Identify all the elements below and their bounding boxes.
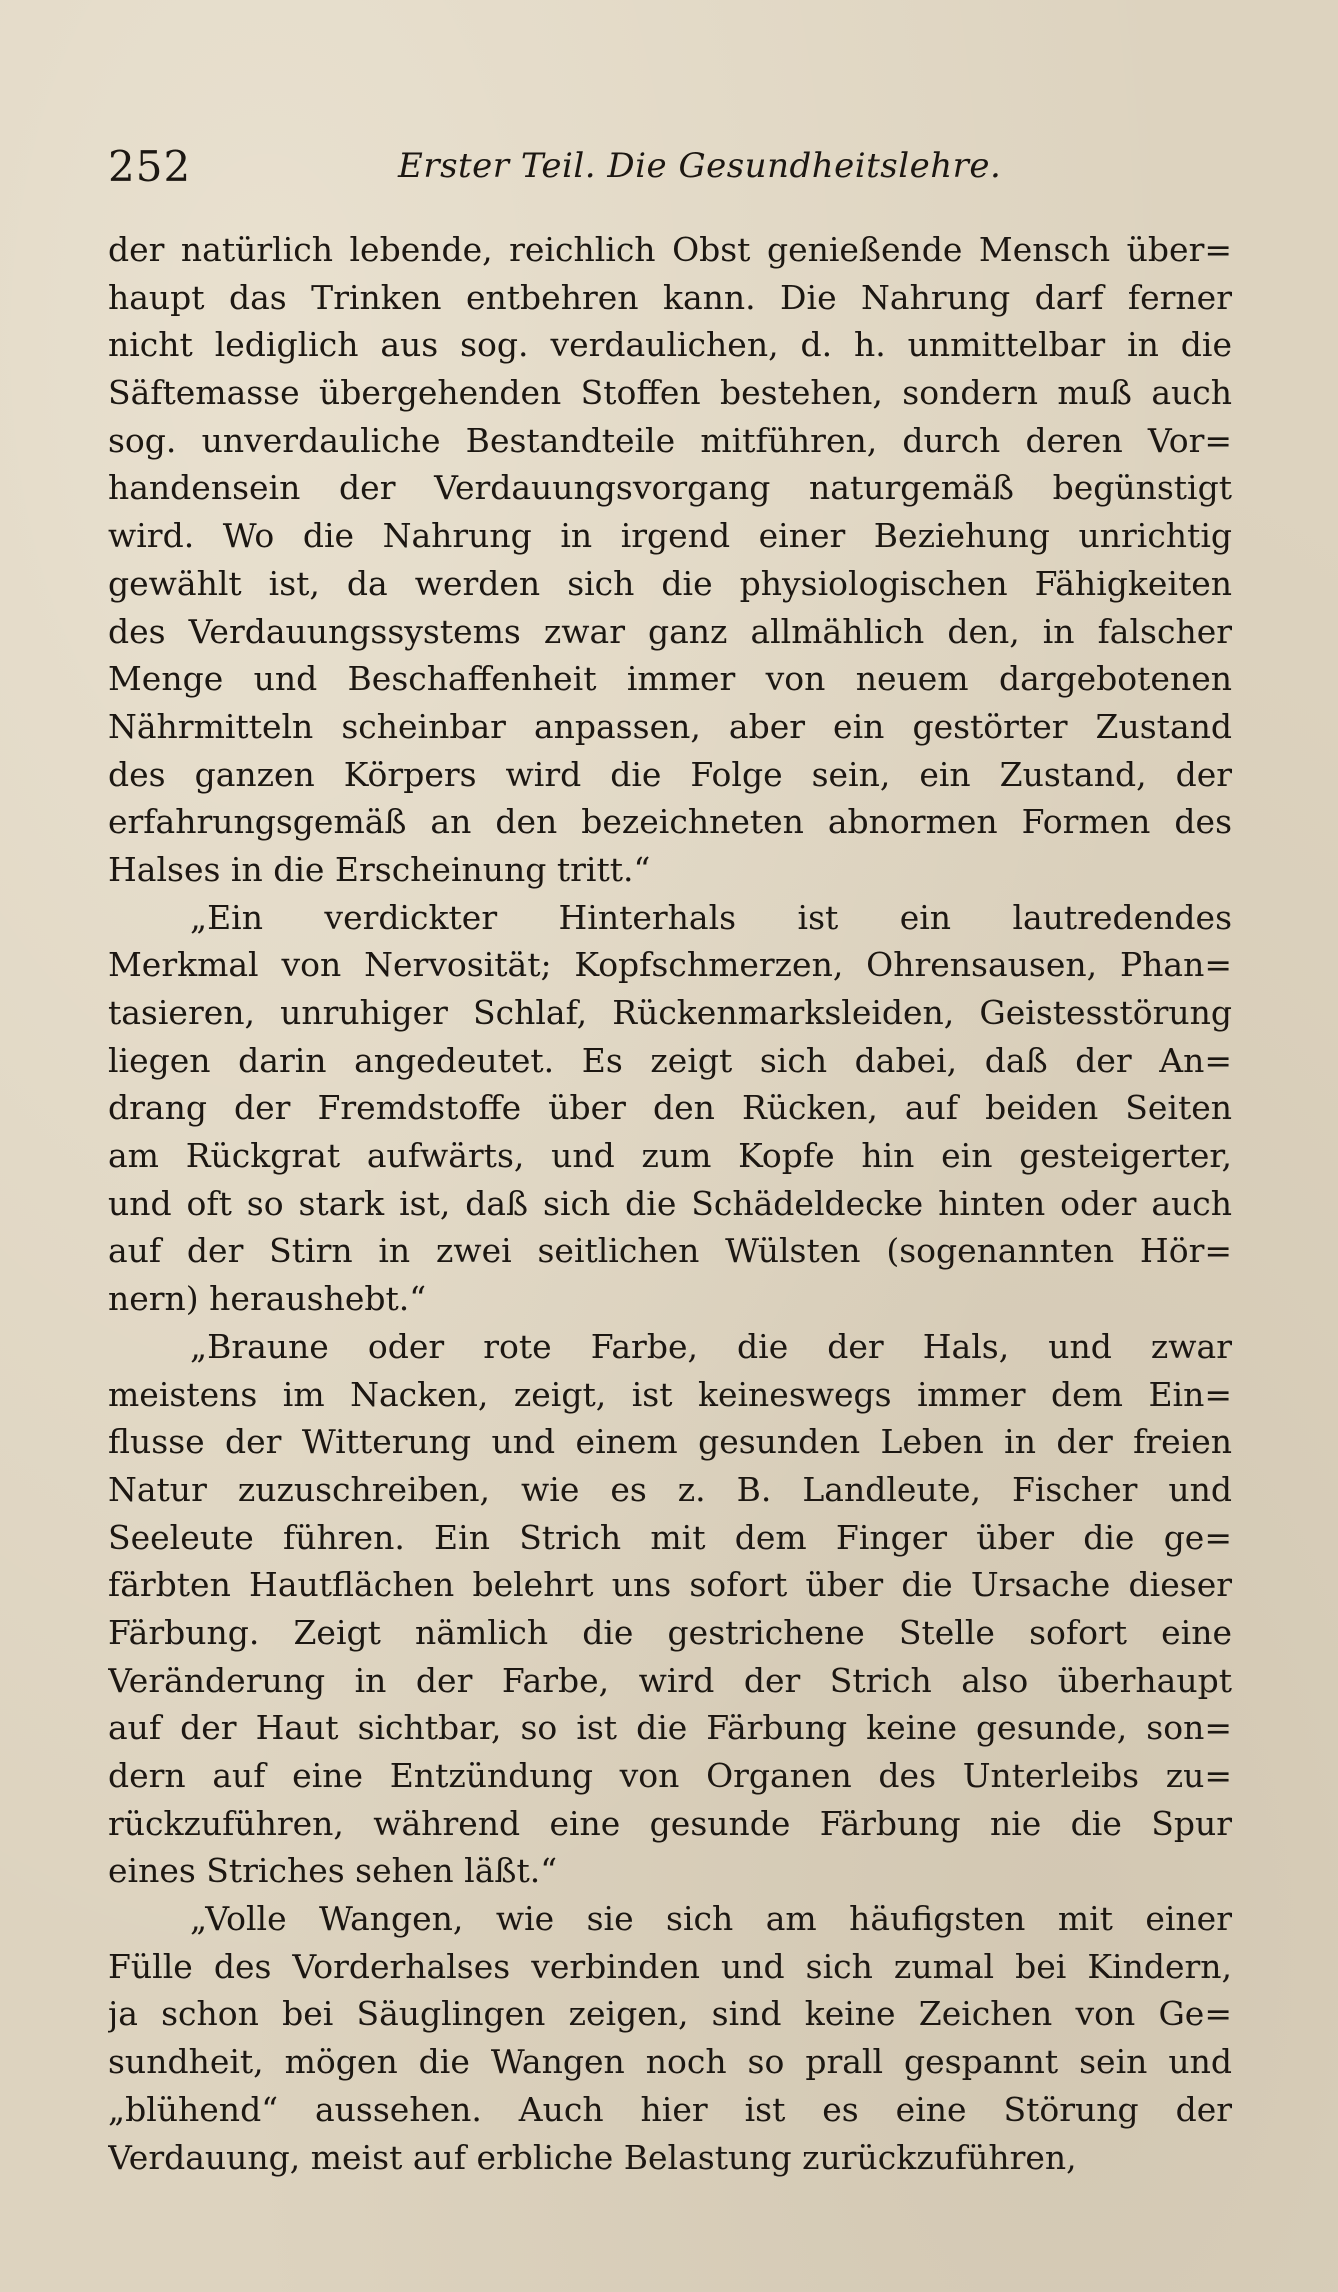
text-line: rückzuführen, während eine gesunde Färbung nie die Spur: [108, 1803, 1232, 1843]
text-line: gewählt ist, da werden sich die physiologischen Fähigkeiten: [108, 563, 1232, 603]
text-line: wird. Wo die Nahrung in irgend einer Beziehung unrichtig: [108, 516, 1232, 556]
text-line: eines Striches sehen läßt.“: [108, 1851, 558, 1891]
page-number: 252: [108, 142, 192, 191]
text-line: Merkmal von Nervosität; Kopfschmerzen, Ohrensausen, Phan=: [108, 945, 1232, 985]
text-line: und oft so stark ist, daß sich die Schädeldecke hinten oder auch: [108, 1183, 1232, 1223]
text-line: Menge und Beschaffenheit immer von neuem dargebotenen: [108, 659, 1232, 699]
text-line: Färbung. Zeigt nämlich die gestrichene Stelle sofort eine: [108, 1612, 1232, 1652]
text-line: Seeleute führen. Ein Strich mit dem Finger über die ge=: [108, 1517, 1232, 1557]
text-line: erfahrungsgemäß an den bezeichneten abnormen Formen des: [108, 802, 1232, 842]
text-line: nicht lediglich aus sog. verdaulichen, d. h. unmittelbar in die: [108, 325, 1232, 365]
body-text: [108, 226, 1232, 2181]
text-line: „blühend“ aussehen. Auch hier ist es eine Störung der: [108, 2089, 1232, 2129]
text-line: auf der Haut sichtbar, so ist die Färbung keine gesunde, son=: [108, 1708, 1232, 1748]
text-line: färbten Hautflächen belehrt uns sofort über die Ursache dieser: [108, 1565, 1232, 1605]
paragraph: [108, 226, 1232, 894]
text-line: des Verdauungssystems zwar ganz allmählich den, in falscher: [108, 611, 1232, 651]
text-line: liegen darin angedeutet. Es zeigt sich dabei, daß der An=: [108, 1040, 1232, 1080]
text-line: Veränderung in der Farbe, wird der Strich also überhaupt: [108, 1660, 1232, 1700]
text-line: nern) heraushebt.“: [108, 1279, 427, 1319]
text-line: Säftemasse übergehenden Stoffen bestehen, sondern muß auch: [108, 373, 1232, 413]
text-line: drang der Fremdstoffe über den Rücken, auf beiden Seiten: [108, 1088, 1232, 1128]
text-line: handensein der Verdauungsvorgang naturgemäß begünstigt: [108, 468, 1232, 508]
text-line: sog. unverdauliche Bestandteile mitführen, durch deren Vor=: [108, 420, 1232, 460]
text-line: am Rückgrat aufwärts, und zum Kopfe hin ein gesteigerter,: [108, 1136, 1232, 1176]
text-line: sundheit, mögen die Wangen noch so prall gespannt sein und: [108, 2042, 1232, 2082]
text-line: ja schon bei Säuglingen zeigen, sind keine Zeichen von Ge=: [108, 1994, 1232, 2034]
running-head: Erster Teil. Die Gesundheitslehre.: [398, 146, 1002, 186]
text-line: des ganzen Körpers wird die Folge sein, ein Zustand, der: [108, 754, 1232, 794]
text-line: dern auf eine Entzündung von Organen des Unterleibs zu=: [108, 1756, 1232, 1795]
text-line: „Ein verdickter Hinterhals ist ein lautredendes: [190, 897, 1232, 937]
page-header: [108, 142, 1228, 202]
text-line: der natürlich lebende, reichlich Obst genießende Mensch über=: [108, 230, 1232, 269]
paragraph: [108, 1323, 1232, 1895]
text-line: tasieren, unruhiger Schlaf, Rückenmarksleiden, Geistesstörung: [108, 993, 1232, 1032]
text-line: Nährmitteln scheinbar anpassen, aber ein gestörter Zustand: [108, 706, 1232, 746]
text-line: haupt das Trinken entbehren kann. Die Nahrung darf ferner: [108, 277, 1232, 317]
paragraph: [108, 894, 1232, 1323]
text-line: flusse der Witterung und einem gesunden Leben in der freien: [108, 1422, 1232, 1462]
paragraph: [108, 1895, 1232, 2181]
text-line: meistens im Nacken, zeigt, ist keineswegs immer dem Ein=: [108, 1374, 1232, 1414]
text-line: Verdauung, meist auf erbliche Belastung zurückzuführen,: [108, 2137, 1077, 2177]
text-line: „Braune oder rote Farbe, die der Hals, und zwar: [190, 1326, 1232, 1366]
text-line: Natur zuzuschreiben, wie es z. B. Landleute, Fischer und: [108, 1469, 1232, 1509]
text-line: Halses in die Erscheinung tritt.“: [108, 849, 651, 889]
text-line: „Volle Wangen, wie sie sich am häufigsten mit einer: [190, 1899, 1232, 1939]
text-line: auf der Stirn in zwei seitlichen Wülsten (sogenannten Hör=: [108, 1231, 1232, 1271]
text-line: Fülle des Vorderhalses verbinden und sich zumal bei Kindern,: [108, 1946, 1232, 1986]
